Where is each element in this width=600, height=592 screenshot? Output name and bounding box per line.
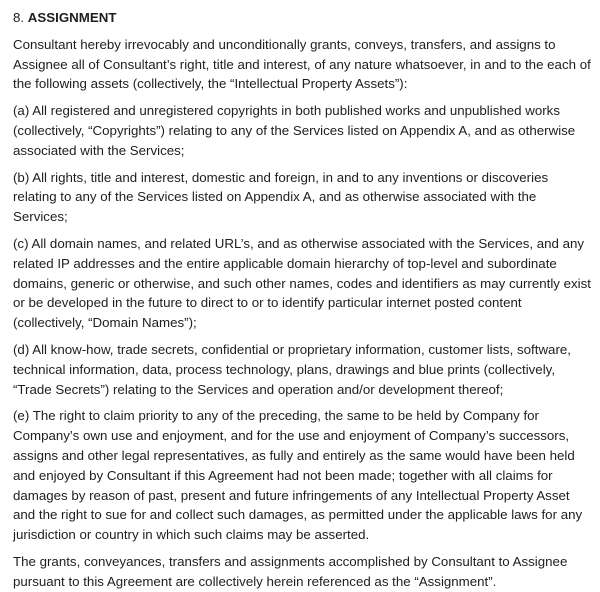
paragraph-closing: The grants, conveyances, transfers and assignments accomplished by Consultant to Assignee pursuant to this Agreement are collectively herein referenced as the “Assignment”. xyxy=(13,553,568,589)
paragraph-e-priority-claims: (e) The right to claim priority to any of the preceding, the same to be held by Company for Company’s own use and enjoyment, and for the use and enjoyment of Company’s successors, assigns and other legal representatives, as fully and entirely as the same would have been held and enjoyed by Consultant if this Agreement had not been made; together with all claims for damages by reason of past, present and future infringements of any Intellectual Property Asset and the right to sue for and collect such damages, as permitted under the applicable laws for any jurisdiction or country in which such claims may be asserted. xyxy=(13,408,583,543)
paragraph-d-trade-secrets: (d) All know-how, trade secrets, confidential or proprietary information, customer lists, software, technical information, data, process technology, plans, drawings and blue prints (collectively, “Trade Secrets”) relating to the Services and operation and/or development thereof; xyxy=(13,341,571,397)
paragraph-intro: Consultant hereby irrevocably and unconditionally grants, conveys, transfers, and assigns to Assignee all of Consultant’s right, title and interest, of any nature whatsoever, in and to the each of the following assets (collectively, the “Intellectual Property Assets”): xyxy=(13,36,591,92)
section-number: 8. xyxy=(13,10,25,25)
paragraph-a-copyrights: (a) All registered and unregistered copyrights in both published works and unpublished works (collectively, “Copyrights”) relating to any of the Services listed on Appendix A, and as otherwise associated with the Services; xyxy=(13,103,576,158)
section-title: ASSIGNMENT xyxy=(27,10,117,25)
section-heading xyxy=(13,8,592,28)
paragraph-c-domain-names: (c) All domain names, and related URL’s, and as otherwise associated with the Services, and any related IP addresses and the entire applicable domain hierarchy of top-level and subordinate domains, generic or otherwise, and such other names, codes and identifiers as may currently exist or be developed in the future to direct to or to identify particular internet posted content (collectively, “Domain Names”); xyxy=(13,235,591,331)
paragraph-b-inventions: (b) All rights, title and interest, domestic and foreign, in and to any inventions or discoveries relating to any of the Services listed on Appendix A, and as otherwise associated with the Services; xyxy=(13,169,549,225)
